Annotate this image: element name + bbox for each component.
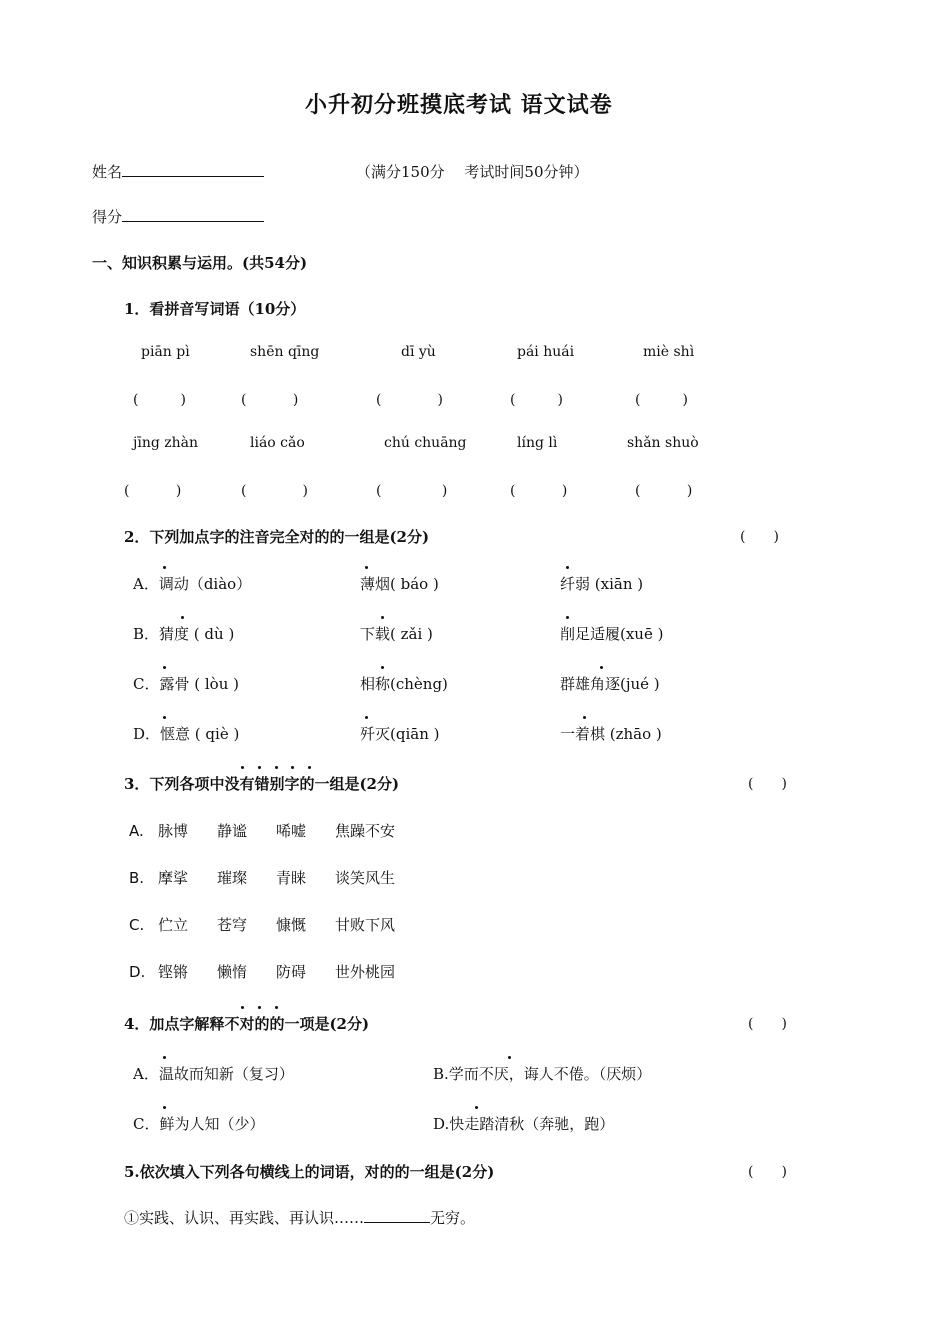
option-a-2: 薄烟( báo ) <box>360 575 439 593</box>
answer-box[interactable]: ( ) <box>510 392 563 408</box>
option-row <box>129 820 395 841</box>
word: 脉博 <box>158 822 189 840</box>
answer-box[interactable]: ( ) <box>376 483 448 499</box>
emphasis-dot <box>381 666 384 669</box>
name-blank[interactable] <box>122 161 264 177</box>
option-d-1: D．惬意 ( qiè ) <box>133 725 240 743</box>
pinyin-2: shēn qīng <box>250 344 320 360</box>
word: 青睐 <box>276 869 307 887</box>
pinyin-6: jīng zhàn <box>133 435 199 451</box>
word: 慷慨 <box>276 916 307 934</box>
answer-box[interactable]: ( ) <box>635 392 688 408</box>
name-field <box>92 161 264 182</box>
answer-box[interactable]: ( ) <box>133 392 186 408</box>
option-c-2: 相称(chèng) <box>360 675 448 693</box>
emphasis-dot <box>508 1056 511 1059</box>
answer-box[interactable]: ( ) <box>635 483 693 499</box>
emphasis-dot <box>291 766 294 769</box>
answer-box[interactable]: ( ) <box>376 392 443 408</box>
option-d-2: 歼灭(qiān ) <box>360 725 440 743</box>
word: 防碍 <box>276 963 307 981</box>
option-b-2: 下载( zǎi ) <box>360 625 433 643</box>
word: 焦躁不安 <box>335 822 396 840</box>
emphasis-dot <box>308 766 311 769</box>
emphasis-dot <box>163 716 166 719</box>
answer-box[interactable]: ( ) <box>510 483 568 499</box>
word: 伫立 <box>158 916 189 934</box>
emphasis-dot <box>241 1006 244 1009</box>
option-row <box>129 867 395 888</box>
word: 世外桃园 <box>335 963 396 981</box>
emphasis-dot <box>163 566 166 569</box>
question-3-heading: 3．下列各项中没有错别字的一组是(2分) <box>124 775 400 793</box>
emphasis-dot <box>566 616 569 619</box>
option-b: B.学而不厌，诲人不倦。（厌烦） <box>433 1065 652 1083</box>
question-5-heading: 5.依次填入下列各句横线上的词语，对的的一组是(2分) <box>124 1163 495 1181</box>
option-b-1: B．猜度 ( dù ) <box>133 625 235 643</box>
emphasis-dot <box>163 1056 166 1059</box>
option-d: D.快走踏清秋（奔驰，跑） <box>433 1115 615 1133</box>
word: 摩挲 <box>158 869 189 887</box>
option-c: C．鲜为人知（少） <box>133 1115 265 1133</box>
question-1-heading: 1．看拼音写词语（10分） <box>124 300 306 318</box>
option-row <box>129 961 395 982</box>
emphasis-dot <box>241 766 244 769</box>
word: 唏嘘 <box>276 822 307 840</box>
option-letter: C. <box>129 916 145 934</box>
question-2-heading: 2．下列加点字的注音完全对的的一组是(2分) <box>124 528 430 546</box>
word: 静谧 <box>217 822 248 840</box>
pinyin-4: pái huái <box>517 344 575 360</box>
emphasis-dot <box>600 666 603 669</box>
option-a-1: A．调动（diào） <box>133 575 252 593</box>
emphasis-dot <box>365 566 368 569</box>
emphasis-dot <box>475 1106 478 1109</box>
word: 苍穹 <box>217 916 248 934</box>
question-4-heading: 4．加点字解释不对的的一项是(2分) <box>124 1015 370 1033</box>
name-label: 姓名 <box>92 163 123 181</box>
pinyin-9: líng lì <box>517 435 558 451</box>
answer-box[interactable]: ( ) <box>241 483 308 499</box>
emphasis-dot <box>163 1106 166 1109</box>
answer-paren[interactable]: ( ) <box>748 1164 787 1180</box>
emphasis-dot <box>258 766 261 769</box>
answer-paren[interactable]: ( ) <box>748 776 787 792</box>
answer-box[interactable]: ( ) <box>124 483 182 499</box>
emphasis-dot <box>566 566 569 569</box>
sentence-prefix: ①实践、认识、再实践、再认识…… <box>124 1209 365 1227</box>
option-a-3: 纤弱 (xiān ) <box>560 575 644 593</box>
word: 懒惰 <box>217 963 248 981</box>
answer-box[interactable]: ( ) <box>241 392 299 408</box>
pinyin-10: shǎn shuò <box>627 435 699 451</box>
option-letter: A. <box>129 822 144 840</box>
section-heading: 一、知识积累与运用。(共54分) <box>92 254 308 272</box>
option-b-3: 削足适履(xuē ) <box>560 625 664 643</box>
option-d-3: 一着棋 (zhāo ) <box>560 725 662 743</box>
option-c-3: 群雄角逐(jué ) <box>560 675 660 693</box>
emphasis-dot <box>275 766 278 769</box>
pinyin-5: miè shì <box>643 344 695 360</box>
fill-blank[interactable] <box>364 1207 430 1223</box>
option-row <box>129 914 395 935</box>
word: 铿锵 <box>158 963 189 981</box>
emphasis-dot <box>258 1006 261 1009</box>
pinyin-7: liáo cǎo <box>250 435 305 451</box>
emphasis-dot <box>181 616 184 619</box>
exam-info: （满分150分 考试时间50分钟） <box>356 163 589 181</box>
pinyin-8: chú chuāng <box>384 435 467 451</box>
option-letter: B. <box>129 869 145 887</box>
emphasis-dot <box>163 666 166 669</box>
word: 甘败下风 <box>335 916 396 934</box>
option-a: A．温故而知新（复习） <box>133 1065 294 1083</box>
fill-sentence-1 <box>124 1207 475 1228</box>
page-title: 小升初分班摸底考试 语文试卷 <box>305 92 613 118</box>
sentence-suffix: 无穷。 <box>430 1209 476 1227</box>
word: 璀璨 <box>217 869 248 887</box>
emphasis-dot <box>365 716 368 719</box>
option-c-1: C．露骨 ( lòu ) <box>133 675 239 693</box>
answer-paren[interactable]: ( ) <box>748 1016 787 1032</box>
pinyin-1: piān pì <box>141 344 190 360</box>
emphasis-dot <box>381 616 384 619</box>
emphasis-dot <box>275 1006 278 1009</box>
pinyin-3: dī yù <box>401 344 436 360</box>
word: 谈笑风生 <box>335 869 396 887</box>
answer-paren[interactable]: ( ) <box>740 529 779 545</box>
emphasis-dot <box>583 716 586 719</box>
score-field <box>92 206 264 227</box>
option-letter: D. <box>129 963 146 981</box>
score-blank[interactable] <box>122 206 264 222</box>
score-label: 得分 <box>92 208 123 226</box>
